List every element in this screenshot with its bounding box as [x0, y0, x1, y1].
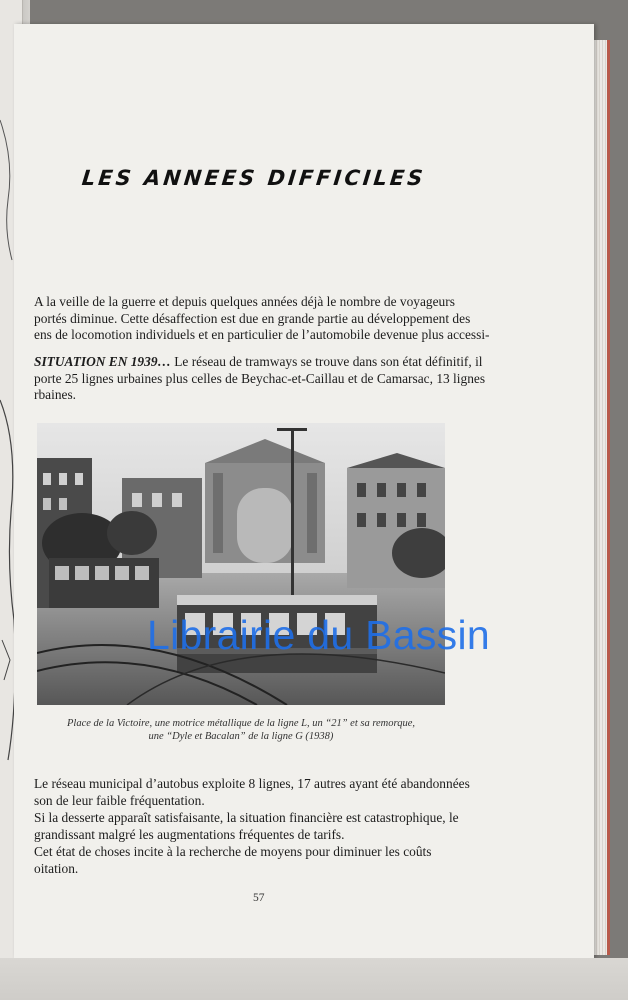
- text-line: A la veille de la guerre et depuis quelques années déjà le nombre de voyageurs: [34, 294, 455, 309]
- text-line: rbaines.: [34, 387, 77, 402]
- paragraph-desserte: [34, 810, 512, 843]
- paragraph-etat: [34, 844, 512, 877]
- text-line: porte 25 lignes urbaines plus celles de Beychac-et-Caillau et de Camarsac, 13 lignes: [34, 370, 486, 386]
- text-line: portés diminue. Cette désaffection est due en grande partie au développement des: [34, 310, 471, 326]
- text-line: grandissant malgré les augmentations fréquentes de tarifs.: [34, 826, 345, 842]
- page-number: 57: [253, 892, 265, 904]
- text-line: Si la desserte apparaît satisfaisante, la situation financière est catastrophique, le: [34, 810, 459, 825]
- watermark-text: Librairie du Bassin: [147, 612, 490, 658]
- paragraph-situation-1939: [34, 354, 512, 404]
- text-line: ens de locomotion individuels et en particulier de l’automobile devenue plus accessi-: [34, 327, 490, 342]
- tram-photo: [37, 423, 445, 705]
- section-lead: SITUATION EN 1939…: [34, 354, 171, 369]
- text-line: Cet état de choses incite à la recherche de moyens pour diminuer les coûts: [34, 844, 432, 859]
- caption-line: Place de la Victoire, une motrice métallique de la ligne L, un “21” et sa remorque,: [67, 718, 415, 729]
- paragraph-intro: [34, 294, 512, 344]
- text-line: son de leur faible fréquentation.: [34, 792, 205, 808]
- caption-line: une “Dyle et Bacalan” de la ligne G (1938): [148, 731, 334, 742]
- book-page: [14, 24, 594, 958]
- photo-caption: [40, 717, 442, 743]
- paragraph-autobus: [34, 776, 512, 809]
- page-title: LES ANNEES DIFFICILES: [80, 166, 427, 190]
- table-surface: [0, 958, 628, 1000]
- text-line: Le réseau de tramways se trouve dans son état définitif, il: [170, 354, 483, 369]
- text-line: Le réseau municipal d’autobus exploite 8 lignes, 17 autres ayant été abandonnées: [34, 776, 470, 791]
- text-line: oitation.: [34, 860, 79, 876]
